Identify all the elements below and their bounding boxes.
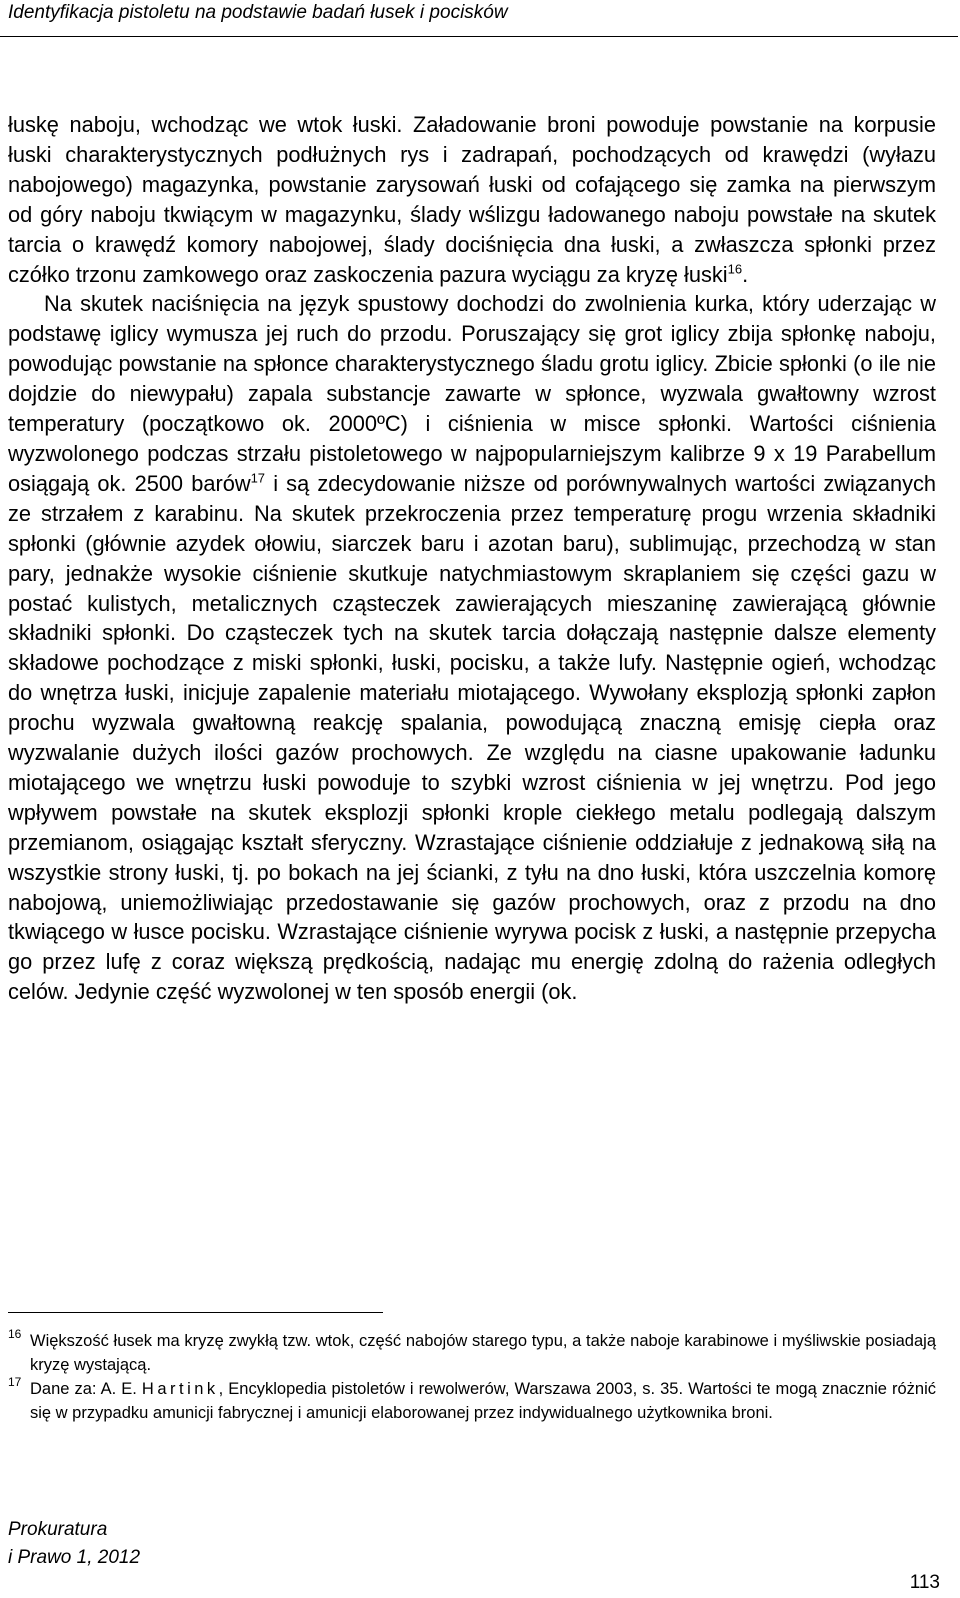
running-header: Identyfikacja pistoletu na podstawie badań łusek i pocisków (8, 2, 508, 23)
footnote-16-text: Większość łusek ma kryzę zwykłą tzw. wtok, część nabojów starego typu, a także naboje karabinowe i myśliwskie posiadają kryzę wystającą. (30, 1332, 936, 1374)
footnote-17-prefix: Dane za: A. E. (30, 1380, 142, 1398)
footnote-16-number: 16 (8, 1327, 22, 1341)
footnote-16 (8, 1329, 936, 1377)
main-text (8, 110, 936, 1007)
footnote-17 (8, 1377, 936, 1425)
header-rule (0, 36, 958, 37)
paragraph-2-text: Na skutek naciśnięcia na język spustowy dochodzi do zwolnienia kurka, który uderzając w podstawę iglicy wymusza jej ruch do przodu. Poruszający się grot iglicy zbija spłonkę naboju, powodując powstanie na spłonce charakterystycznego śladu grotu iglicy. Zbicie spłonki (o ile nie dojdzie do niewypału) zapala substancje zawarte w spłonce, wyzwala gwałtowny wzrost temperatury (początkowo ok. 2000ºC) i ciśnienia w misce spłonki. Wartości ciśnienia wyzwolonego podczas strzału pistoletowego w najpopularniejszym kalibrze 9 x 19 Parabellum osiągają ok. 2500 barów (8, 291, 936, 496)
paragraph-2-continued: i są zdecydowanie niższe od porównywalnych wartości związanych ze strzałem z karabinu. Na skutek przekroczenia przez temperaturę progu wrzenia składniki spłonki (głównie azydek ołowiu, siarczek baru i azotan baru), sublimując, przechodzą w stan pary, jednakże wysokie ciśnienie skutkuje natychmiastowym skraplaniem się części gazu w postać kulistych, metalicznych cząsteczek zawierających mieszaninę zawierającą głównie składniki spłonki. Do cząsteczek tych na skutek tarcia dołączają następnie dalsze elementy składowe pochodzące z miski spłonki, łuski, pocisku, a także lufy. Następnie ogień, wchodząc do wnętrza łuski, inicjuje zapalenie materiału miotającego. Wywołany eksplozją spłonki zapłon prochu wyzwala gwałtowną reakcję spalania, powodującą znaczną emisję ciepła oraz wyzwalanie dużych ilości gazów prochowych. Ze względu na ciasne upakowanie ładunku miotającego we wnętrzu łuski powoduje to szybki wzrost ciśnienia w jej wnętrzu. Pod jego wpływem powstałe na skutek eksplozji spłonki krople ciekłego metalu podlegają dalszym przemianom, osiągając kształt sferyczny. Wzrastające ciśnienie oddziałuje z jednakową siłą na wszystkie strony łuski, tj. po bokach na jej ścianki, z tyłu na dno łuski, która uszczelnia komorę nabojową, uniemożliwiając przedostawanie się gazów prochowych, oraz z przodu na dno tkwiącego w łusce pocisku. Wzrastające ciśnienie wyrywa pocisk z łuski, a następnie przepycha go przez lufę z coraz większą prędkością, nadając mu energię zdolną do rażenia odległych celów. Jedynie część wyzwolonej w ten sposób energii (ok. (8, 470, 937, 1005)
footnote-17-author: Hartink (141, 1380, 219, 1398)
paragraph-2 (8, 289, 936, 1007)
paragraph-1-end: . (742, 261, 749, 287)
paragraph-1-text: łuskę naboju, wchodząc we wtok łuski. Załadowanie broni powoduje powstanie na korpusie łuski charakterystycznych podłużnych rys i zadrapań, pochodzących od krawędzi (wyłazu nabojowego) magazynka, powstanie zarysowań łuski od cofającego się zamka na pierwszym od góry naboju tkwiącym w magazynku, ślady wślizgu ładowanego naboju powstałe na skutek tarcia o krawędź komory nabojowej, ślady dociśnięcia dna łuski, a zwłaszcza spłonki przez czółko trzonu zamkowego oraz zaskoczenia pazura wyciągu za kryzę łuski (8, 112, 936, 287)
journal-footer (8, 1516, 140, 1572)
page-number: 113 (909, 1572, 940, 1593)
footnote-ref-16[interactable]: 16 (727, 261, 743, 277)
footnote-separator (8, 1312, 383, 1313)
journal-name: Prokuratura (8, 1519, 108, 1540)
footnote-17-text: , Encyklopedia pistoletów i rewolwerów, Warszawa 2003, s. 35. Wartości te mogą znacznie różnić się w przypadku amunicji fabrycznej i amunicji elaborowanej przez indywidualnego użytkownika broni. (30, 1380, 936, 1422)
footnote-17-number: 17 (8, 1375, 22, 1389)
footnote-ref-17[interactable]: 17 (250, 470, 266, 486)
journal-issue: i Prawo 1, 2012 (8, 1547, 141, 1568)
footnotes (8, 1329, 936, 1425)
paragraph-1 (8, 110, 936, 289)
